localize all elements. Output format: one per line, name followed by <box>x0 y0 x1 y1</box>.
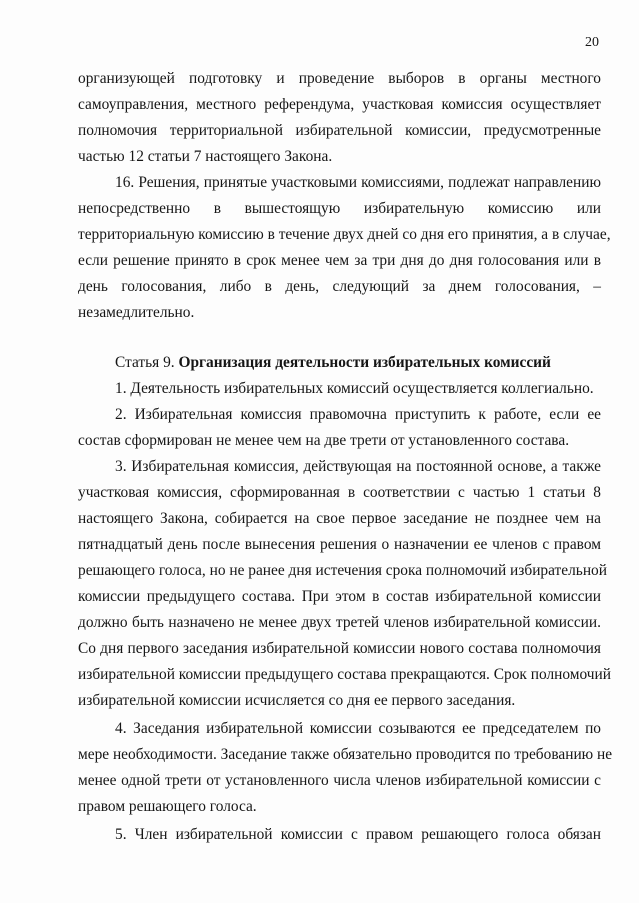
text-line: 2. Избирательная комиссия правомочна приступить к работе, если ее <box>115 406 601 423</box>
text-line: участковая комиссия, сформированная в соответствии с частью 1 статьи 8 <box>78 484 601 501</box>
article-heading <box>115 350 601 376</box>
text-line: территориальную комиссию в течение двух дней со дня его принятия, а в случае, <box>78 226 611 243</box>
text-line: 16. Решения, принятые участковыми комиссиями, подлежат направлению <box>115 174 601 191</box>
text-line: самоуправления, местного референдума, участковая комиссия осуществляет <box>78 96 601 113</box>
text-line: должно быть назначено не менее двух третей членов избирательной комиссии. <box>78 614 601 631</box>
text-line: организующей подготовку и проведение выборов в органы местного <box>78 70 601 87</box>
text-line: 4. Заседания избирательной комиссии созываются ее председателем по <box>115 720 601 737</box>
text-line: полномочия территориальной избирательной комиссии, предусмотренные <box>78 122 601 139</box>
article-heading-title: Организация деятельности избирательных комиссий <box>178 354 551 371</box>
text-line: правом решающего голоса. <box>78 798 257 815</box>
text-line: Со дня первого заседания избирательной комиссии нового состава полномочия <box>78 640 601 657</box>
article-heading-prefix: Статья 9. <box>115 354 179 371</box>
text-line: 5. Член избирательной комиссии с правом решающего голоса обязан <box>115 826 601 843</box>
text-line: избирательной комиссии исчисляется со дня ее первого заседания. <box>78 692 516 709</box>
text-line: 3. Избирательная комиссия, действующая на постоянной основе, а также <box>115 458 601 475</box>
text-line: день голосования, либо в день, следующий за днем голосования, – <box>78 278 601 295</box>
text-line: настоящего Закона, собирается на свое первое заседание не позднее чем на <box>78 510 601 527</box>
text-line: избирательной комиссии предыдущего состава прекращаются. Срок полномочий <box>78 666 612 683</box>
text-line: если решение принято в срок менее чем за три дня до дня голосования или в <box>78 252 601 269</box>
text-line: непосредственно в вышестоящую избирательную комиссию или <box>78 200 601 217</box>
text-line: решающего голоса, но не ранее дня истечения срока полномочий избирательной <box>78 562 607 579</box>
text-line: состав сформирован не менее чем на две трети от установленного состава. <box>78 432 570 449</box>
text-line: комиссии предыдущего состава. При этом в состав избирательной комиссии <box>78 588 601 605</box>
page-number: 20 <box>585 35 599 50</box>
text-line: пятнадцатый день после вынесения решения о назначении ее членов с правом <box>78 536 601 553</box>
text-line: мере необходимости. Заседание также обязательно проводится по требованию не <box>78 746 613 763</box>
text-line: 1. Деятельность избирательных комиссий осуществляется коллегиально. <box>115 380 594 397</box>
text-line: частью 12 статьи 7 настоящего Закона. <box>78 148 333 165</box>
text-line: незамедлительно. <box>78 304 195 321</box>
text-line: менее одной трети от установленного числа членов избирательной комиссии с <box>78 772 601 789</box>
